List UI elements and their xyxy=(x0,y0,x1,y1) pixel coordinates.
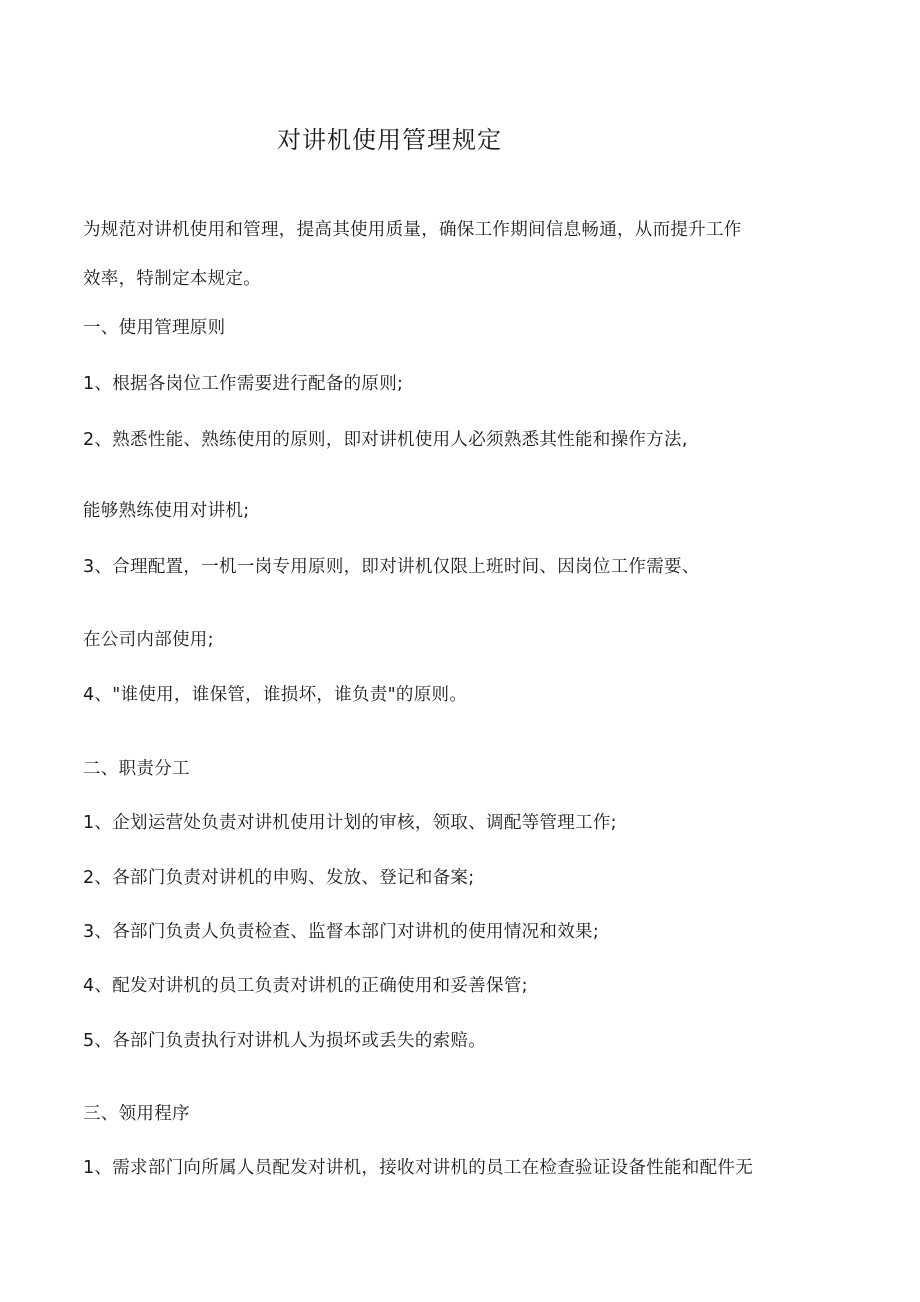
duty-item-3: 3、各部门负责人负责检查、监督本部门对讲机的使用情况和效果; xyxy=(83,922,600,942)
procedure-item-1: 1、需求部门向所属人员配发对讲机，接收对讲机的员工在检查验证设备性能和配件无 xyxy=(83,1158,754,1178)
section-heading-procedure: 三、领用程序 xyxy=(83,1104,190,1124)
intro-line-1: 为规范对讲机使用和管理，提高其使用质量，确保工作期间信息畅通，从而提升工作 xyxy=(83,220,742,240)
section-heading-duties: 二、职责分工 xyxy=(83,759,190,779)
principle-item-2-cont: 能够熟练使用对讲机; xyxy=(83,501,250,521)
principle-item-2: 2、熟悉性能、熟练使用的原则，即对讲机使用人必须熟悉其性能和操作方法, xyxy=(83,430,688,450)
duty-item-4: 4、配发对讲机的员工负责对讲机的正确使用和妥善保管; xyxy=(83,976,528,996)
intro-line-2: 效率，特制定本规定。 xyxy=(83,269,261,289)
principle-item-1: 1、根据各岗位工作需要进行配备的原则; xyxy=(83,374,404,394)
principle-item-4: 4、"谁使用，谁保管，谁损坏，谁负责"的原则。 xyxy=(83,685,468,705)
duty-item-5: 5、各部门负责执行对讲机人为损坏或丢失的索赔。 xyxy=(83,1031,487,1051)
duty-item-1: 1、企划运营处负责对讲机使用计划的审核，领取、调配等管理工作; xyxy=(83,813,617,833)
principle-item-3-cont: 在公司内部使用; xyxy=(83,630,214,650)
principle-item-3: 3、合理配置，一机一岗专用原则，即对讲机仅限上班时间、因岗位工作需要、 xyxy=(83,557,700,577)
section-heading-principles: 一、使用管理原则 xyxy=(83,318,226,338)
duty-item-2: 2、各部门负责对讲机的申购、发放、登记和备案; xyxy=(83,868,475,888)
document-title: 对讲机使用管理规定 xyxy=(277,126,502,154)
